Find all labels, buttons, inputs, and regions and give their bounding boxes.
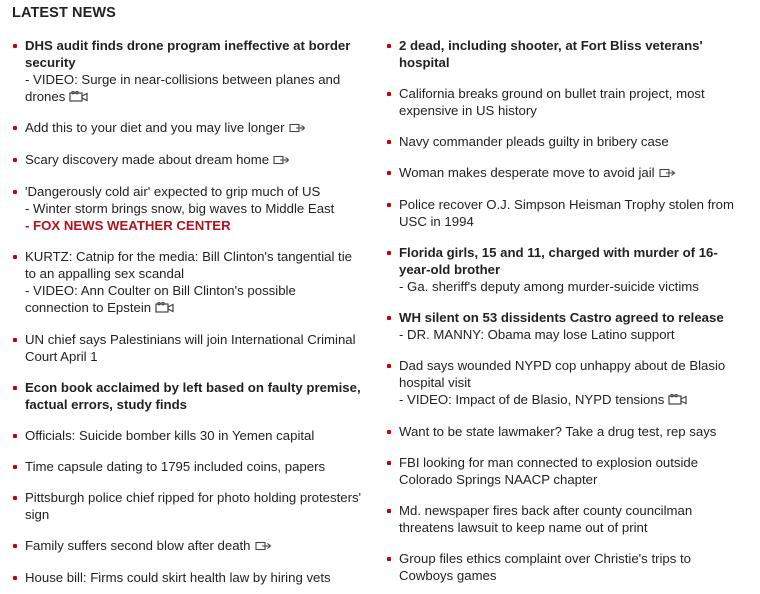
video-icon xyxy=(155,300,175,317)
sub-link-text: - FOX NEWS WEATHER CENTER xyxy=(25,218,231,233)
news-item xyxy=(12,331,362,365)
headline-link[interactable]: Group files ethics complaint over Christie's trips to Cowboys games xyxy=(399,551,692,583)
headline-link[interactable]: Police recover O.J. Simpson Heisman Trophy stolen from USC in 1994 xyxy=(399,197,734,229)
headline-link[interactable]: Want to be state lawmaker? Take a drug test, rep says xyxy=(399,424,717,439)
headline-link[interactable]: 2 dead, including shooter, at Fort Bliss veterans' hospital xyxy=(399,38,703,70)
sub-link[interactable] xyxy=(399,391,748,409)
news-item xyxy=(386,550,748,584)
external-link-icon xyxy=(273,152,290,169)
news-item xyxy=(386,133,748,150)
news-column-left xyxy=(12,37,362,586)
external-link-icon xyxy=(255,538,272,555)
headline-link[interactable]: Family suffers second blow after death xyxy=(25,538,251,553)
sub-link[interactable] xyxy=(25,200,362,217)
headline-link[interactable]: Dad says wounded NYPD cop unhappy about de Blasio hospital visit xyxy=(399,358,726,390)
news-item xyxy=(12,569,362,586)
news-item xyxy=(386,423,748,440)
sub-link[interactable] xyxy=(25,282,362,317)
headline-link[interactable]: FBI looking for man connected to explosion outside Colorado Springs NAACP chapter xyxy=(399,455,699,487)
headline-link[interactable]: DHS audit finds drone program ineffective at border security xyxy=(25,38,351,70)
news-item xyxy=(386,85,748,119)
sub-link[interactable] xyxy=(399,326,748,343)
news-item xyxy=(12,379,362,413)
headline-link[interactable]: Woman makes desperate move to avoid jail xyxy=(399,165,655,180)
sub-link-text: - VIDEO: Impact of de Blasio, NYPD tensions xyxy=(399,392,665,407)
news-item xyxy=(12,248,362,317)
headline-link[interactable]: Navy commander pleads guilty in bribery case xyxy=(399,134,669,149)
news-item xyxy=(386,454,748,488)
section-title: LATEST NEWS xyxy=(12,5,116,21)
news-item xyxy=(12,151,362,169)
video-icon xyxy=(668,392,688,409)
sub-link-text: - DR. MANNY: Obama may lose Latino support xyxy=(399,327,675,342)
headline-link[interactable]: KURTZ: Catnip for the media: Bill Clinton's tangential tie to an appalling sex scandal xyxy=(25,249,352,281)
news-list-right xyxy=(386,37,748,584)
news-item xyxy=(386,196,748,230)
news-item xyxy=(386,244,748,295)
news-item xyxy=(12,537,362,555)
news-list-left xyxy=(12,37,362,586)
headline-link[interactable]: Md. newspaper fires back after county councilman threatens lawsuit to keep name out of print xyxy=(399,503,693,535)
news-item xyxy=(12,458,362,475)
news-item xyxy=(12,183,362,234)
headline-link[interactable]: WH silent on 53 dissidents Castro agreed to release xyxy=(399,310,724,325)
headline-link[interactable]: Pittsburgh police chief ripped for photo holding protesters' sign xyxy=(25,490,362,522)
headline-link[interactable]: Scary discovery made about dream home xyxy=(25,152,270,167)
sub-link-text: - Winter storm brings snow, big waves to Middle East xyxy=(25,201,335,216)
news-item xyxy=(386,309,748,343)
headline-link[interactable]: Florida girls, 15 and 11, charged with murder of 16-year-old brother xyxy=(399,245,718,277)
sub-link[interactable] xyxy=(25,217,362,234)
headline-link[interactable]: Add this to your diet and you may live longer xyxy=(25,120,285,135)
video-icon xyxy=(69,89,89,106)
news-item xyxy=(12,119,362,137)
news-item xyxy=(386,37,748,71)
news-item xyxy=(12,37,362,106)
news-item xyxy=(12,427,362,444)
news-column-right xyxy=(386,37,748,584)
headline-link[interactable]: California breaks ground on bullet train project, most expensive in US history xyxy=(399,86,705,118)
sub-link-text: - Ga. sheriff's deputy among murder-suicide victims xyxy=(399,279,699,294)
sub-link[interactable] xyxy=(399,278,748,295)
headline-link[interactable]: House bill: Firms could skirt health law by hiring vets xyxy=(25,570,331,585)
news-item xyxy=(12,489,362,523)
news-item xyxy=(386,164,748,182)
headline-link[interactable]: Econ book acclaimed by left based on faulty premise, factual errors, study finds xyxy=(25,380,361,412)
news-item xyxy=(386,502,748,536)
headline-link[interactable]: 'Dangerously cold air' expected to grip much of US xyxy=(25,184,321,199)
headline-link[interactable]: Officials: Suicide bomber kills 30 in Yemen capital xyxy=(25,428,315,443)
news-item xyxy=(386,357,748,409)
external-link-icon xyxy=(289,120,306,137)
headline-link[interactable]: Time capsule dating to 1795 included coins, papers xyxy=(25,459,326,474)
sub-link[interactable] xyxy=(25,71,362,106)
sub-link-text: - VIDEO: Surge in near-collisions between planes and drones xyxy=(25,72,341,104)
external-link-icon xyxy=(659,165,676,182)
headline-link[interactable]: UN chief says Palestinians will join International Criminal Court April 1 xyxy=(25,332,356,364)
sub-link-text: - VIDEO: Ann Coulter on Bill Clinton's possible connection to Epstein xyxy=(25,283,296,315)
